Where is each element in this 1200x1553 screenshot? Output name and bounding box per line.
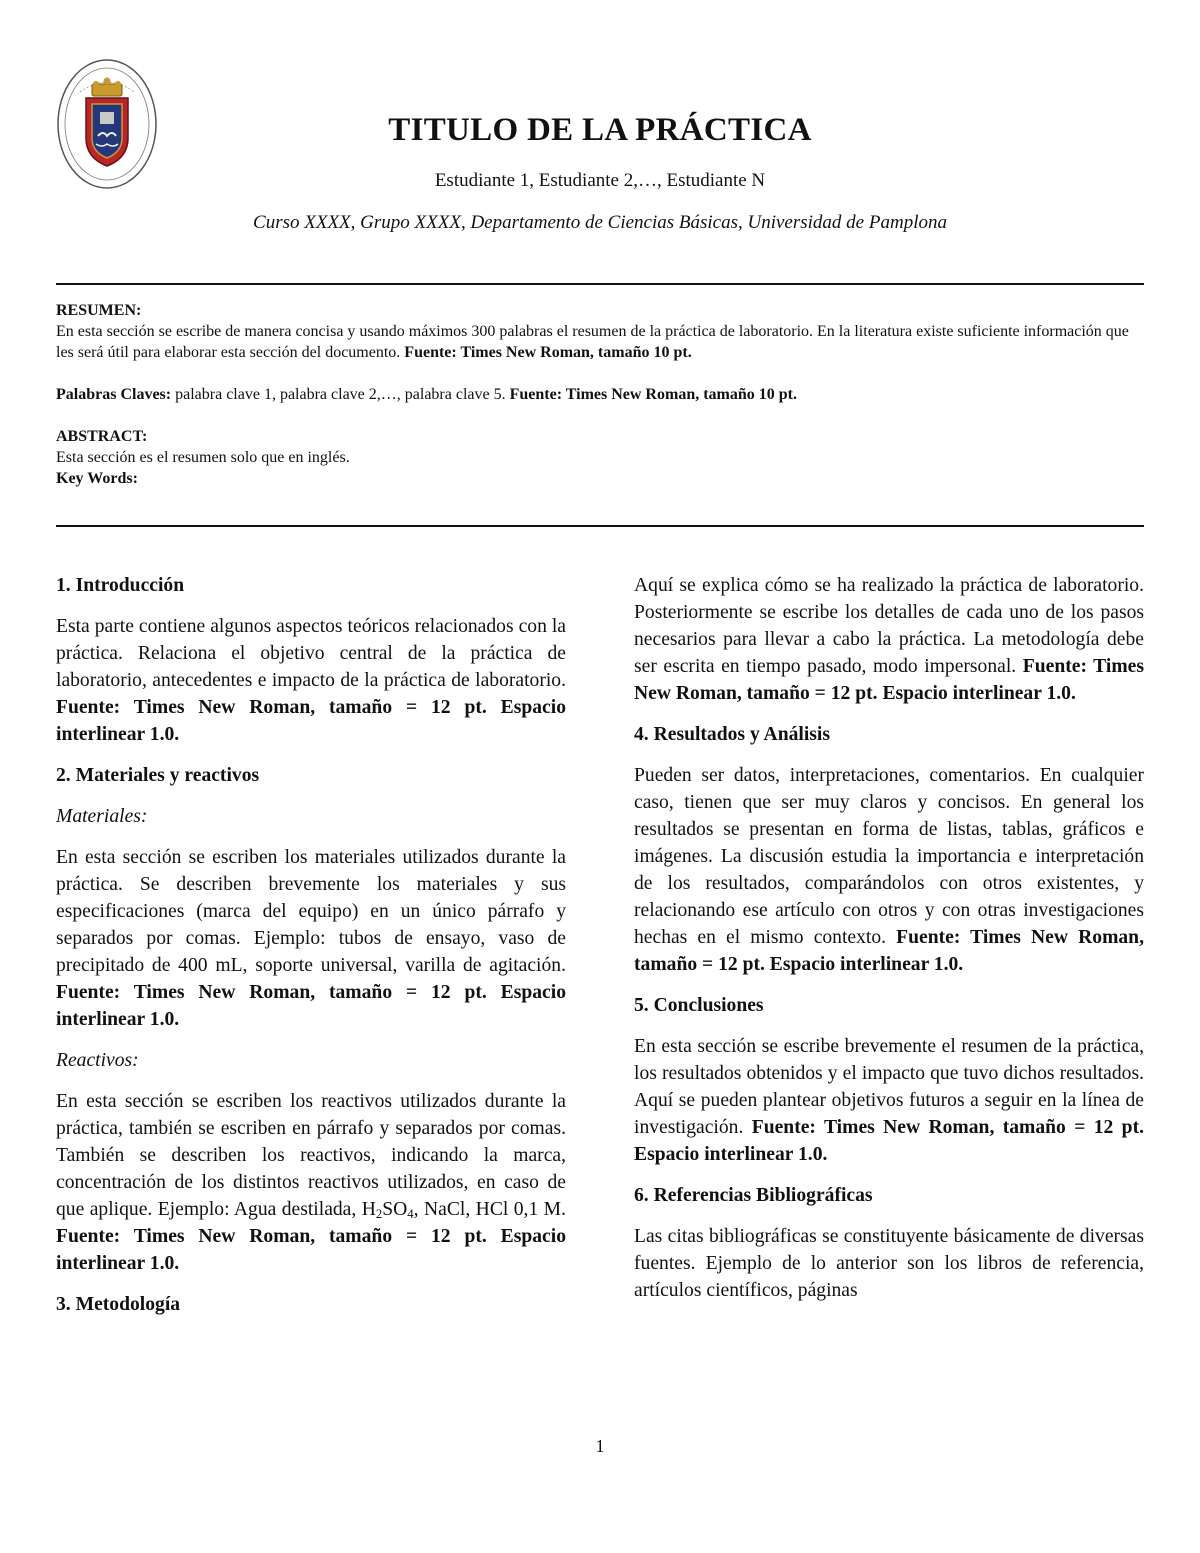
keywords-label: Palabras Claves: bbox=[56, 386, 172, 403]
conclusions-heading: 5. Conclusiones bbox=[634, 995, 764, 1016]
abstract-text: Esta sección es el resumen solo que en inglés. bbox=[56, 449, 350, 466]
method-font-note: Fuente: Times New Roman, tamaño = 12 pt. Espacio interlinear 1.0. bbox=[634, 656, 1144, 704]
reagents-subheading: Reactivos: bbox=[56, 1050, 139, 1071]
conclusions-paragraph bbox=[634, 1033, 1144, 1168]
keywords-text: palabra clave 1, palabra clave 2,…, palabra clave 5. bbox=[175, 386, 506, 403]
formula-so: SO bbox=[382, 1199, 408, 1220]
abstract-heading: ABSTRACT: bbox=[56, 428, 148, 445]
keywords-font-note: Fuente: Times New Roman, tamaño 10 pt. bbox=[509, 386, 797, 403]
abstract-section bbox=[56, 300, 1144, 489]
right-column bbox=[634, 572, 1144, 1318]
intro-text: Esta parte contiene algunos aspectos teóricos relacionados con la práctica. Relaciona el objetivo central de la práctica de laboratorio, antecedentes e impacto de la práctica de laboratorio. bbox=[56, 616, 566, 691]
bottom-divider bbox=[56, 525, 1144, 527]
resumen-paragraph bbox=[56, 321, 1144, 363]
intro-paragraph bbox=[56, 613, 566, 748]
university-seal-logo bbox=[56, 58, 158, 190]
reagents-tail: , NaCl, HCl 0,1 M. bbox=[413, 1199, 566, 1220]
results-font-note: Fuente: Times New Roman, tamaño = 12 pt. Espacio interlinear 1.0. bbox=[634, 927, 1144, 975]
materials-paragraph bbox=[56, 844, 566, 1033]
resumen-font-note: Fuente: Times New Roman, tamaño 10 pt. bbox=[404, 344, 692, 361]
left-column bbox=[56, 572, 566, 1332]
course-affiliation: Curso XXXX, Grupo XXXX, Departamento de Ciencias Básicas, Universidad de Pamplona bbox=[253, 212, 947, 233]
intro-heading: 1. Introducción bbox=[56, 575, 185, 596]
subscript-4: 4 bbox=[407, 1207, 414, 1222]
resumen-heading: RESUMEN: bbox=[56, 302, 142, 319]
references-text: Las citas bibliográficas se constituyente básicamente de diversas fuentes. Ejemplo de lo anterior son los libros de referencia, artículos científicos, páginas bbox=[634, 1226, 1144, 1301]
conclusions-font-note: Fuente: Times New Roman, tamaño = 12 pt. Espacio interlinear 1.0. bbox=[634, 1117, 1145, 1165]
reagents-font-note: Fuente: Times New Roman, tamaño = 12 pt. Espacio interlinear 1.0. bbox=[56, 1226, 566, 1274]
key-words-label: Key Words: bbox=[56, 470, 138, 487]
subscript-2: 2 bbox=[375, 1207, 383, 1222]
results-heading: 4. Resultados y Análisis bbox=[634, 724, 830, 745]
reagents-text: En esta sección se escriben los reactivos utilizados durante la práctica, también se escriben en párrafo y separados por comas. También se describen los reactivos, indicando la marca, concentración de los distintos reactivos utilizados, en caso de que aplique. Ejemplo: Agua destilada, H bbox=[56, 1091, 566, 1220]
results-paragraph bbox=[634, 762, 1144, 978]
materials-heading: 2. Materiales y reactivos bbox=[56, 765, 260, 786]
materials-font-note: Fuente: Times New Roman, tamaño = 12 pt. Espacio interlinear 1.0. bbox=[56, 982, 566, 1030]
method-paragraph bbox=[634, 572, 1144, 707]
reagents-paragraph bbox=[56, 1088, 566, 1277]
materials-subheading: Materiales: bbox=[56, 806, 148, 827]
method-text: Aquí se explica cómo se ha realizado la práctica de laboratorio. Posteriormente se escribe los detalles de cada uno de los pasos necesarios para llevar a cabo la práctica. La metodología debe ser escrita en tiempo pasado, modo impersonal. bbox=[634, 575, 1144, 677]
method-heading: 3. Metodología bbox=[56, 1294, 181, 1315]
results-text: Pueden ser datos, interpretaciones, comentarios. En cualquier caso, tienen que ser muy claros y concisos. En general los resultados se presentan en forma de listas, tablas, gráficos e imágenes. La discusión estudia la importancia e interpretación de los resultados, comparándolos con otros existentes, y relacionando ese artículo con otros y con otras investigaciones hechas en el mismo contexto. bbox=[634, 765, 1144, 948]
authors-line: Estudiante 1, Estudiante 2,…, Estudiante N bbox=[434, 170, 766, 191]
references-heading: 6. Referencias Bibliográficas bbox=[634, 1185, 873, 1206]
keywords-paragraph bbox=[56, 384, 1144, 405]
resumen-text: En esta sección se escribe de manera concisa y usando máximos 300 palabras el resumen de la práctica de laboratorio. En la literatura existe suficiente información que les será útil para elaborar esta sección del documento. bbox=[56, 323, 1129, 361]
conclusions-text: En esta sección se escribe brevemente el resumen de la práctica, los resultados obtenidos y el impacto que tuvo dichos resultados. Aquí se pueden plantear objetivos futuros a seguir en la línea de investigación. bbox=[634, 1036, 1144, 1138]
document-title: TITULO DE LA PRÁCTICA bbox=[388, 112, 812, 148]
materials-text: En esta sección se escriben los materiales utilizados durante la práctica. Se describen brevemente los materiales y sus especificaciones (marca del equipo) en un único párrafo y separados por comas. Ejemplo: tubos de ensayo, vaso de precipitado de 400 mL, soporte universal, varilla de agitación. bbox=[56, 847, 566, 976]
intro-font-note: Fuente: Times New Roman, tamaño = 12 pt. Espacio interlinear 1.0. bbox=[56, 697, 566, 745]
top-divider bbox=[56, 283, 1144, 285]
page-number: 1 bbox=[595, 1436, 605, 1456]
